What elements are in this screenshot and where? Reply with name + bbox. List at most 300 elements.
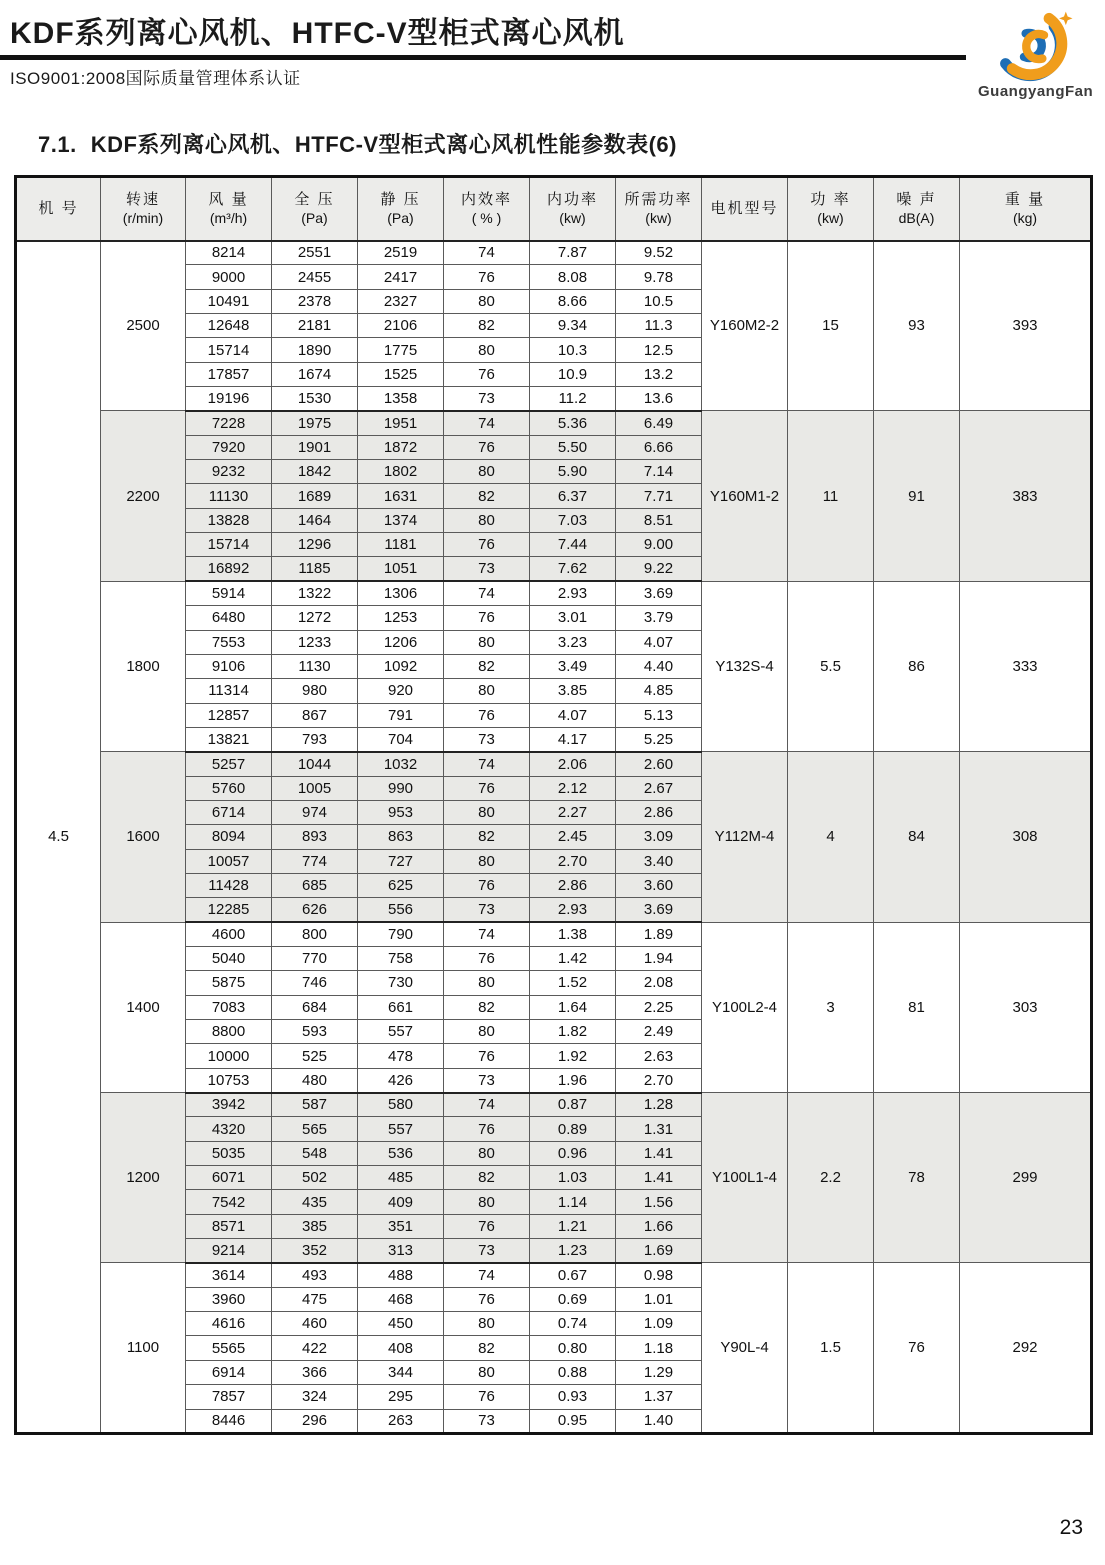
cell-motor_model: Y112M-4 (702, 752, 788, 922)
cell-required_power: 2.63 (616, 1044, 702, 1068)
cell-static_pressure: 1051 (358, 557, 444, 581)
cell-total_pressure: 867 (272, 703, 358, 727)
cell-efficiency: 82 (444, 654, 530, 678)
cell-efficiency: 76 (444, 946, 530, 970)
cell-flow: 10753 (186, 1068, 272, 1092)
cell-required_power: 1.41 (616, 1166, 702, 1190)
cell-static_pressure: 468 (358, 1287, 444, 1311)
cell-efficiency: 80 (444, 849, 530, 873)
cell-internal_power: 2.06 (530, 752, 616, 776)
cell-total_pressure: 800 (272, 922, 358, 946)
cell-efficiency: 73 (444, 1409, 530, 1433)
cell-efficiency: 76 (444, 873, 530, 897)
cell-internal_power: 1.64 (530, 995, 616, 1019)
cell-total_pressure: 1130 (272, 654, 358, 678)
table-header (16, 177, 1092, 241)
cell-flow: 5040 (186, 946, 272, 970)
cell-speed: 1600 (101, 752, 186, 922)
cell-static_pressure: 1872 (358, 435, 444, 459)
cell-efficiency: 73 (444, 1239, 530, 1263)
cell-motor_model: Y132S-4 (702, 581, 788, 751)
cell-required_power: 2.86 (616, 800, 702, 824)
cell-noise: 93 (874, 241, 960, 411)
cell-total_pressure: 1674 (272, 362, 358, 386)
cell-efficiency: 82 (444, 825, 530, 849)
cell-flow: 13828 (186, 508, 272, 532)
table-row (16, 241, 1092, 265)
cell-efficiency: 76 (444, 533, 530, 557)
cell-flow: 10491 (186, 289, 272, 313)
cell-total_pressure: 1296 (272, 533, 358, 557)
cell-motor_model: Y100L1-4 (702, 1093, 788, 1263)
cell-speed: 2200 (101, 411, 186, 581)
cell-flow: 7553 (186, 630, 272, 654)
cell-internal_power: 5.50 (530, 435, 616, 459)
cell-flow: 5035 (186, 1141, 272, 1165)
cell-total_pressure: 1901 (272, 435, 358, 459)
cell-flow: 6071 (186, 1166, 272, 1190)
cell-internal_power: 2.93 (530, 581, 616, 605)
cell-internal_power: 5.90 (530, 460, 616, 484)
cell-efficiency: 82 (444, 314, 530, 338)
cell-total_pressure: 1689 (272, 484, 358, 508)
cell-required_power: 3.09 (616, 825, 702, 849)
cell-flow: 5257 (186, 752, 272, 776)
cell-flow: 5875 (186, 971, 272, 995)
cell-required_power: 1.09 (616, 1312, 702, 1336)
cell-weight: 308 (960, 752, 1092, 922)
cell-total_pressure: 548 (272, 1141, 358, 1165)
cell-flow: 15714 (186, 338, 272, 362)
cell-flow: 12285 (186, 898, 272, 922)
cell-efficiency: 74 (444, 752, 530, 776)
cell-efficiency: 74 (444, 1263, 530, 1287)
cell-required_power: 9.22 (616, 557, 702, 581)
cell-static_pressure: 557 (358, 1020, 444, 1044)
cell-required_power: 1.40 (616, 1409, 702, 1433)
col-header-internal_power: 内功率 (kw) (530, 177, 616, 241)
cell-flow: 10000 (186, 1044, 272, 1068)
cell-flow: 8800 (186, 1020, 272, 1044)
cell-flow: 13821 (186, 727, 272, 751)
cell-total_pressure: 324 (272, 1385, 358, 1409)
cell-required_power: 1.28 (616, 1093, 702, 1117)
cell-total_pressure: 493 (272, 1263, 358, 1287)
cell-efficiency: 73 (444, 1068, 530, 1092)
cell-noise: 91 (874, 411, 960, 581)
cell-required_power: 2.49 (616, 1020, 702, 1044)
cell-internal_power: 3.23 (530, 630, 616, 654)
cell-static_pressure: 557 (358, 1117, 444, 1141)
cell-internal_power: 1.42 (530, 946, 616, 970)
cell-flow: 12857 (186, 703, 272, 727)
cell-required_power: 2.70 (616, 1068, 702, 1092)
cell-required_power: 2.60 (616, 752, 702, 776)
cell-efficiency: 80 (444, 460, 530, 484)
cell-internal_power: 3.49 (530, 654, 616, 678)
cell-total_pressure: 502 (272, 1166, 358, 1190)
cell-flow: 17857 (186, 362, 272, 386)
cell-internal_power: 3.85 (530, 679, 616, 703)
col-header-efficiency: 内效率 ( % ) (444, 177, 530, 241)
cell-static_pressure: 758 (358, 946, 444, 970)
col-header-machine_no: 机 号 (16, 177, 101, 241)
cell-flow: 5914 (186, 581, 272, 605)
section-number: 7.1. (38, 132, 77, 157)
cell-efficiency: 76 (444, 265, 530, 289)
cell-total_pressure: 2455 (272, 265, 358, 289)
cell-efficiency: 82 (444, 995, 530, 1019)
cell-efficiency: 76 (444, 703, 530, 727)
cell-static_pressure: 1306 (358, 581, 444, 605)
cell-static_pressure: 625 (358, 873, 444, 897)
logo-wordmark: GuangyangFan (978, 83, 1094, 100)
cell-efficiency: 80 (444, 289, 530, 313)
cell-total_pressure: 1842 (272, 460, 358, 484)
cell-required_power: 3.69 (616, 898, 702, 922)
cell-motor_model: Y160M2-2 (702, 241, 788, 411)
cell-weight: 393 (960, 241, 1092, 411)
cell-total_pressure: 565 (272, 1117, 358, 1141)
cell-noise: 84 (874, 752, 960, 922)
cell-flow: 9000 (186, 265, 272, 289)
cell-total_pressure: 1272 (272, 606, 358, 630)
cell-weight: 292 (960, 1263, 1092, 1433)
cell-required_power: 7.71 (616, 484, 702, 508)
cell-total_pressure: 1322 (272, 581, 358, 605)
cell-internal_power: 0.80 (530, 1336, 616, 1360)
cell-internal_power: 0.93 (530, 1385, 616, 1409)
cell-required_power: 5.13 (616, 703, 702, 727)
cell-static_pressure: 556 (358, 898, 444, 922)
cell-static_pressure: 920 (358, 679, 444, 703)
cell-internal_power: 0.67 (530, 1263, 616, 1287)
cell-internal_power: 1.38 (530, 922, 616, 946)
cell-internal_power: 4.17 (530, 727, 616, 751)
cell-required_power: 9.78 (616, 265, 702, 289)
cell-static_pressure: 2417 (358, 265, 444, 289)
cell-noise: 76 (874, 1263, 960, 1433)
cell-efficiency: 80 (444, 338, 530, 362)
cell-total_pressure: 480 (272, 1068, 358, 1092)
cell-required_power: 1.94 (616, 946, 702, 970)
cell-internal_power: 8.08 (530, 265, 616, 289)
cell-flow: 9106 (186, 654, 272, 678)
cell-internal_power: 0.88 (530, 1360, 616, 1384)
cell-required_power: 6.49 (616, 411, 702, 435)
cell-required_power: 1.41 (616, 1141, 702, 1165)
cell-required_power: 2.25 (616, 995, 702, 1019)
cell-efficiency: 80 (444, 1020, 530, 1044)
cell-efficiency: 76 (444, 435, 530, 459)
cell-flow: 8094 (186, 825, 272, 849)
cell-efficiency: 74 (444, 922, 530, 946)
cell-weight: 303 (960, 922, 1092, 1092)
cell-required_power: 1.66 (616, 1214, 702, 1238)
cell-required_power: 5.25 (616, 727, 702, 751)
cell-static_pressure: 488 (358, 1263, 444, 1287)
cell-total_pressure: 746 (272, 971, 358, 995)
cell-flow: 8446 (186, 1409, 272, 1433)
cell-internal_power: 1.23 (530, 1239, 616, 1263)
cell-efficiency: 73 (444, 727, 530, 751)
cell-efficiency: 80 (444, 1312, 530, 1336)
cell-internal_power: 7.03 (530, 508, 616, 532)
cell-flow: 3960 (186, 1287, 272, 1311)
cell-static_pressure: 953 (358, 800, 444, 824)
cell-flow: 6480 (186, 606, 272, 630)
cell-static_pressure: 1631 (358, 484, 444, 508)
col-header-flow: 风 量 (m³/h) (186, 177, 272, 241)
cell-static_pressure: 1358 (358, 387, 444, 411)
cell-internal_power: 5.36 (530, 411, 616, 435)
cell-internal_power: 1.21 (530, 1214, 616, 1238)
cell-total_pressure: 475 (272, 1287, 358, 1311)
cell-total_pressure: 1044 (272, 752, 358, 776)
cell-efficiency: 76 (444, 1117, 530, 1141)
cell-required_power: 1.37 (616, 1385, 702, 1409)
cell-flow: 5565 (186, 1336, 272, 1360)
cell-speed: 1100 (101, 1263, 186, 1433)
cell-efficiency: 80 (444, 508, 530, 532)
cell-required_power: 1.56 (616, 1190, 702, 1214)
cell-total_pressure: 460 (272, 1312, 358, 1336)
cell-internal_power: 7.87 (530, 241, 616, 265)
cell-efficiency: 76 (444, 362, 530, 386)
cell-static_pressure: 450 (358, 1312, 444, 1336)
cell-internal_power: 1.52 (530, 971, 616, 995)
section-title-text: KDF系列离心风机、HTFC-V型柜式离心风机性能参数表(6) (90, 132, 677, 157)
col-header-motor_model: 电机型号 (702, 177, 788, 241)
cell-motor_model: Y100L2-4 (702, 922, 788, 1092)
iso-certification-text: ISO9001:2008国际质量管理体系认证 (10, 69, 301, 88)
cell-internal_power: 6.37 (530, 484, 616, 508)
cell-efficiency: 73 (444, 387, 530, 411)
cell-motor_model: Y90L-4 (702, 1263, 788, 1433)
cell-static_pressure: 1802 (358, 460, 444, 484)
cell-total_pressure: 296 (272, 1409, 358, 1433)
cell-total_pressure: 435 (272, 1190, 358, 1214)
cell-flow: 5760 (186, 776, 272, 800)
cell-total_pressure: 525 (272, 1044, 358, 1068)
cell-efficiency: 73 (444, 898, 530, 922)
section-title (38, 128, 677, 159)
cell-total_pressure: 1464 (272, 508, 358, 532)
cell-required_power: 1.01 (616, 1287, 702, 1311)
col-header-static_pressure: 静 压 (Pa) (358, 177, 444, 241)
cell-flow: 11130 (186, 484, 272, 508)
cell-required_power: 13.2 (616, 362, 702, 386)
table-row (16, 411, 1092, 435)
cell-internal_power: 11.2 (530, 387, 616, 411)
cell-efficiency: 76 (444, 1044, 530, 1068)
cell-total_pressure: 1185 (272, 557, 358, 581)
cell-motor_power: 2.2 (788, 1093, 874, 1263)
cell-total_pressure: 770 (272, 946, 358, 970)
cell-static_pressure: 485 (358, 1166, 444, 1190)
cell-total_pressure: 587 (272, 1093, 358, 1117)
cell-required_power: 1.89 (616, 922, 702, 946)
cell-internal_power: 10.9 (530, 362, 616, 386)
cell-internal_power: 0.69 (530, 1287, 616, 1311)
cell-internal_power: 2.93 (530, 898, 616, 922)
cell-internal_power: 8.66 (530, 289, 616, 313)
cell-efficiency: 76 (444, 776, 530, 800)
cell-required_power: 11.3 (616, 314, 702, 338)
cell-efficiency: 80 (444, 679, 530, 703)
cell-internal_power: 0.95 (530, 1409, 616, 1433)
table-row (16, 1093, 1092, 1117)
page-number: 23 (1059, 1516, 1083, 1539)
cell-required_power: 1.31 (616, 1117, 702, 1141)
cell-internal_power: 1.14 (530, 1190, 616, 1214)
cell-required_power: 13.6 (616, 387, 702, 411)
cell-required_power: 10.5 (616, 289, 702, 313)
cell-static_pressure: 1206 (358, 630, 444, 654)
cell-flow: 8571 (186, 1214, 272, 1238)
cell-speed: 1200 (101, 1093, 186, 1263)
cell-efficiency: 74 (444, 1093, 530, 1117)
cell-speed: 1800 (101, 581, 186, 751)
cell-efficiency: 82 (444, 484, 530, 508)
cell-total_pressure: 1975 (272, 411, 358, 435)
cell-machine-no: 4.5 (16, 241, 101, 1434)
col-header-motor_power: 功 率 (kw) (788, 177, 874, 241)
cell-static_pressure: 990 (358, 776, 444, 800)
table-row (16, 1263, 1092, 1287)
cell-internal_power: 0.87 (530, 1093, 616, 1117)
cell-static_pressure: 1092 (358, 654, 444, 678)
cell-total_pressure: 2378 (272, 289, 358, 313)
cell-efficiency: 76 (444, 606, 530, 630)
cell-static_pressure: 727 (358, 849, 444, 873)
cell-total_pressure: 352 (272, 1239, 358, 1263)
cell-static_pressure: 408 (358, 1336, 444, 1360)
cell-total_pressure: 685 (272, 873, 358, 897)
cell-static_pressure: 313 (358, 1239, 444, 1263)
cell-flow: 6914 (186, 1360, 272, 1384)
cell-static_pressure: 1374 (358, 508, 444, 532)
cell-internal_power: 2.86 (530, 873, 616, 897)
cell-efficiency: 74 (444, 581, 530, 605)
cell-static_pressure: 863 (358, 825, 444, 849)
cell-static_pressure: 791 (358, 703, 444, 727)
cell-efficiency: 74 (444, 241, 530, 265)
table-row (16, 922, 1092, 946)
cell-flow: 12648 (186, 314, 272, 338)
cell-motor_power: 1.5 (788, 1263, 874, 1433)
cell-flow: 8214 (186, 241, 272, 265)
table-row (16, 581, 1092, 605)
cell-internal_power: 1.92 (530, 1044, 616, 1068)
cell-static_pressure: 478 (358, 1044, 444, 1068)
cell-internal_power: 2.70 (530, 849, 616, 873)
cell-total_pressure: 1530 (272, 387, 358, 411)
cell-required_power: 2.08 (616, 971, 702, 995)
logo-orange-swirl (1012, 18, 1062, 74)
cell-internal_power: 0.74 (530, 1312, 616, 1336)
cell-required_power: 2.67 (616, 776, 702, 800)
cell-flow: 19196 (186, 387, 272, 411)
cell-static_pressure: 263 (358, 1409, 444, 1433)
cell-required_power: 0.98 (616, 1263, 702, 1287)
cell-internal_power: 9.34 (530, 314, 616, 338)
cell-static_pressure: 409 (358, 1190, 444, 1214)
cell-motor_power: 3 (788, 922, 874, 1092)
cell-required_power: 6.66 (616, 435, 702, 459)
cell-required_power: 4.85 (616, 679, 702, 703)
cell-total_pressure: 774 (272, 849, 358, 873)
cell-internal_power: 7.44 (530, 533, 616, 557)
cell-static_pressure: 426 (358, 1068, 444, 1092)
cell-total_pressure: 366 (272, 1360, 358, 1384)
cell-static_pressure: 2327 (358, 289, 444, 313)
cell-efficiency: 76 (444, 1214, 530, 1238)
cell-static_pressure: 661 (358, 995, 444, 1019)
cell-motor_power: 5.5 (788, 581, 874, 751)
title-divider (0, 55, 966, 60)
cell-internal_power: 10.3 (530, 338, 616, 362)
cell-static_pressure: 2106 (358, 314, 444, 338)
cell-efficiency: 80 (444, 971, 530, 995)
cell-efficiency: 74 (444, 411, 530, 435)
cell-efficiency: 80 (444, 1141, 530, 1165)
col-header-total_pressure: 全 压 (Pa) (272, 177, 358, 241)
cell-efficiency: 76 (444, 1385, 530, 1409)
cell-internal_power: 3.01 (530, 606, 616, 630)
col-header-weight: 重 量 (kg) (960, 177, 1092, 241)
cell-motor_power: 4 (788, 752, 874, 922)
cell-flow: 6714 (186, 800, 272, 824)
cell-flow: 3942 (186, 1093, 272, 1117)
cell-static_pressure: 351 (358, 1214, 444, 1238)
cell-speed: 2500 (101, 241, 186, 411)
cell-static_pressure: 536 (358, 1141, 444, 1165)
cell-internal_power: 2.45 (530, 825, 616, 849)
cell-flow: 9214 (186, 1239, 272, 1263)
cell-flow: 4600 (186, 922, 272, 946)
cell-flow: 3614 (186, 1263, 272, 1287)
cell-internal_power: 1.82 (530, 1020, 616, 1044)
cell-flow: 7228 (186, 411, 272, 435)
company-logo (978, 10, 1094, 102)
cell-flow: 15714 (186, 533, 272, 557)
cell-flow: 11428 (186, 873, 272, 897)
cell-efficiency: 73 (444, 557, 530, 581)
cell-required_power: 1.29 (616, 1360, 702, 1384)
cell-motor_model: Y160M1-2 (702, 411, 788, 581)
performance-table (14, 175, 1093, 1435)
cell-efficiency: 76 (444, 1287, 530, 1311)
cell-static_pressure: 1032 (358, 752, 444, 776)
fan-swirl-logo-icon (992, 10, 1076, 82)
cell-static_pressure: 1951 (358, 411, 444, 435)
cell-required_power: 1.18 (616, 1336, 702, 1360)
cell-flow: 7083 (186, 995, 272, 1019)
cell-flow: 10057 (186, 849, 272, 873)
cell-internal_power: 7.62 (530, 557, 616, 581)
cell-weight: 299 (960, 1093, 1092, 1263)
cell-flow: 7542 (186, 1190, 272, 1214)
cell-required_power: 3.40 (616, 849, 702, 873)
cell-total_pressure: 1005 (272, 776, 358, 800)
cell-required_power: 12.5 (616, 338, 702, 362)
col-header-required_power: 所需功率 (kw) (616, 177, 702, 241)
cell-required_power: 9.52 (616, 241, 702, 265)
cell-flow: 7857 (186, 1385, 272, 1409)
cell-required_power: 3.69 (616, 581, 702, 605)
cell-efficiency: 80 (444, 1190, 530, 1214)
